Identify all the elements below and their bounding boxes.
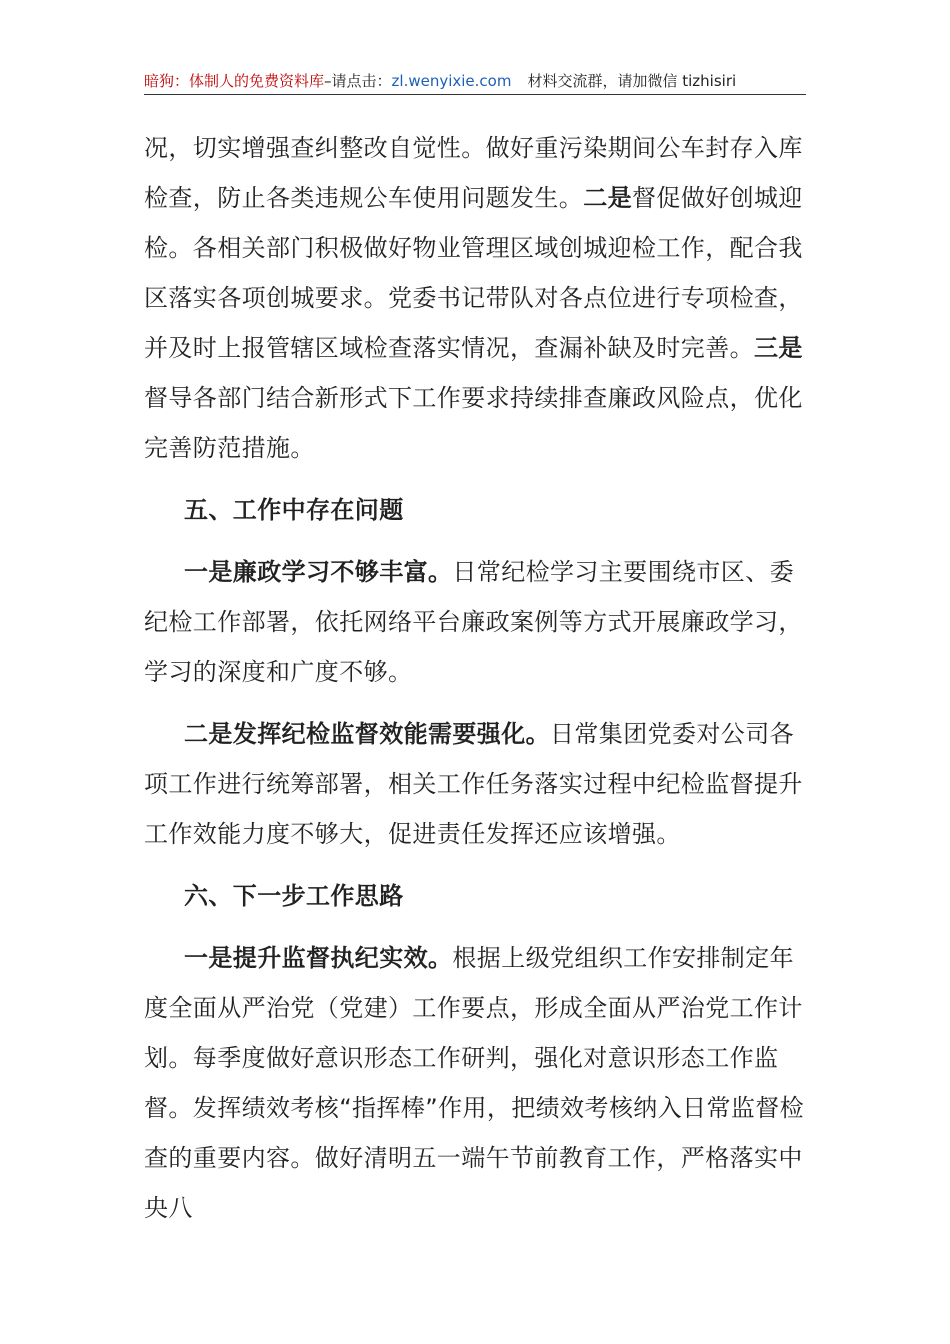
document-body [144,123,810,1233]
bold-lead: 二是发挥纪检监督效能需要强化。 [184,720,550,748]
bold-lead: 一是提升监督执纪实效。 [184,944,453,972]
section6-item-1 [144,933,810,1233]
bold-lead: 一是廉政学习不够丰富。 [184,558,453,586]
section5-item-1 [144,547,810,697]
section5-item-2 [144,709,810,859]
paragraph-text: 日常集团党委对公司各项工作进行统筹部署，相关工作任务落实过程中纪检监督提升工作效能力度不够大，促进责任发挥还应该增强。 [144,720,803,848]
paragraph-text: 日常纪检学习主要围绕市区、委纪检工作部署，依托网络平台廉政案例等方式开展廉政学习，学习的深度和广度不够。 [144,558,803,686]
header-contact: 材料交流群，请加微信 tizhisiri [527,72,737,90]
bold-lead: 二是 [583,184,633,212]
header-click-prompt: –请点击： [324,72,392,90]
paragraph-continuation [144,123,810,473]
section-heading-6: 六、下一步工作思路 [184,882,404,910]
paragraph-text: 督促做好创城迎检。各相关部门积极做好物业管理区域创城迎检工作，配合我区落实各项创城要求。党委书记带队对各点位进行专项检查，并及时上报管辖区域检查落实情况，查漏补缺及时完善。 [144,184,803,362]
section-heading-5: 五、工作中存在问题 [184,496,404,524]
paragraph-text: 督导各部门结合新形式下工作要求持续排查廉政风险点，优化完善防范措施。 [144,384,803,462]
page-header [144,70,806,95]
header-url-link[interactable]: zl.wenyixie.com [391,72,512,90]
paragraph-text: 根据上级党组织工作安排制定年度全面从严治党（党建）工作要点，形成全面从严治党工作计划。每季度做好意识形态工作研判，强化对意识形态工作监督。发挥绩效考核“指挥棒”作用，把绩效考核纳入日常监督检查的重要内容。做好清明五一端午节前教育工作，严格落实中央八 [144,944,805,1222]
bold-lead: 三是 [754,334,803,362]
paragraph-text: 况，切实增强查纠整改自觉性。做好重污染期间公车封存入库检查，防止各类违规公车使用问题发生。 [144,134,803,212]
header-site-name: 暗狗：体制人的免费资料库 [144,72,325,90]
